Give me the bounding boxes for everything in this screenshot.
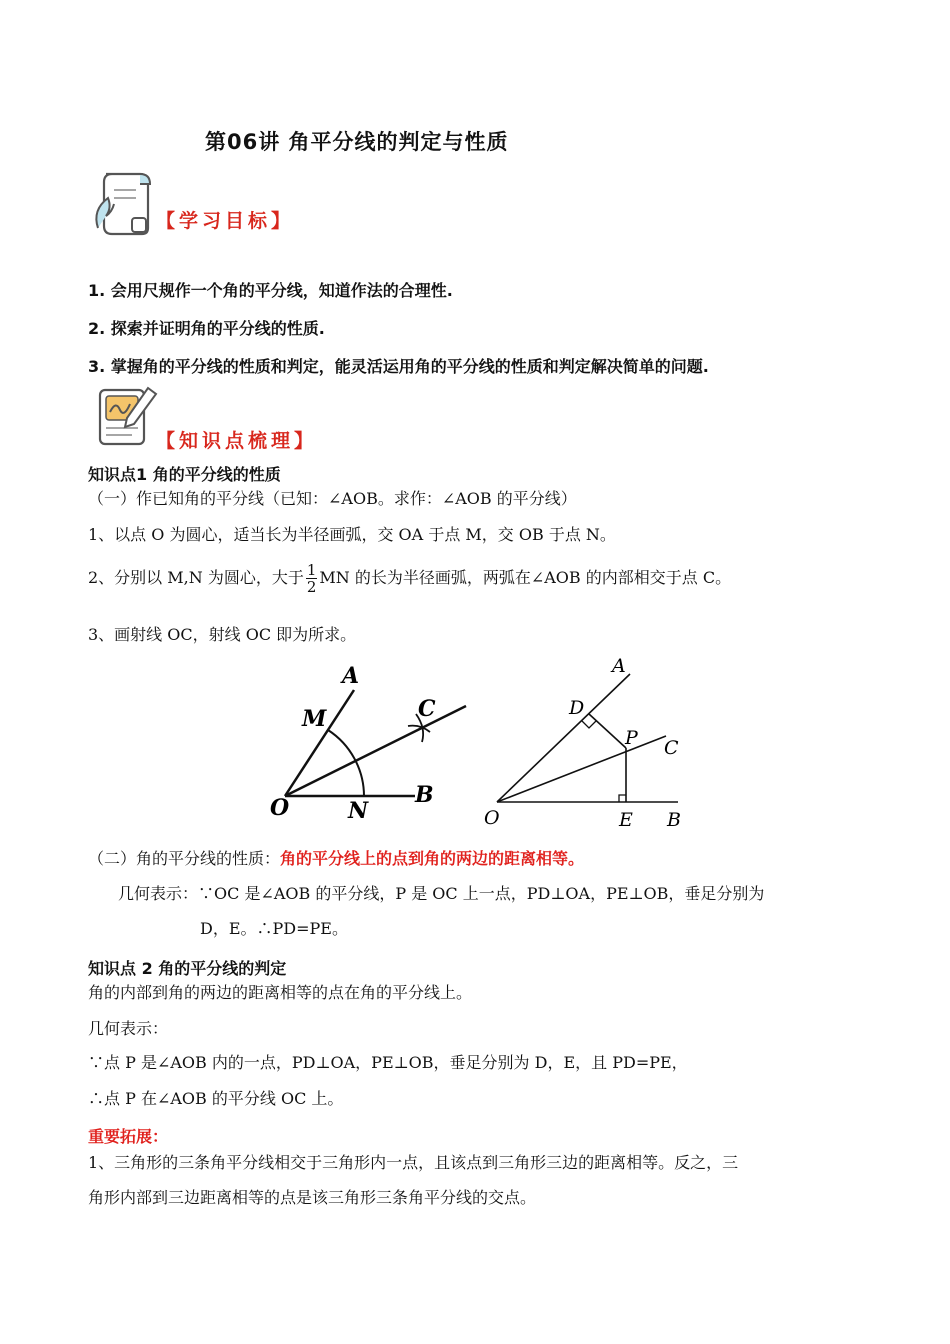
extension-line1: 1、三角形的三条角平分线相交于三角形内一点，且该点到三角形三边的距离相等。反之，三 (88, 1153, 739, 1172)
property-statement: 角的平分线上的点到角的两边的距离相等。 (280, 849, 585, 868)
bisector-construction-figure (260, 656, 480, 836)
label-B: B (415, 782, 434, 808)
objective-1: 1. 会用尺规作一个角的平分线，知道作法的合理性. (88, 281, 453, 300)
page-title: 第06讲 角平分线的判定与性质 (205, 130, 509, 154)
bisector-property-figure (480, 650, 700, 835)
goals-banner: 【学习目标】 (156, 210, 295, 232)
label-D: D (569, 697, 585, 719)
label-O: O (270, 795, 290, 821)
extension-heading: 重要拓展： (88, 1127, 169, 1146)
label-P: P (625, 727, 638, 749)
kp1-geo-line1: 几何表示：∵OC 是∠AOB 的平分线，P 是 OC 上一点，PD⊥OA，PE⊥OB，垂足分别为 (118, 884, 765, 903)
kp1-step3: 3、画射线 OC，射线 OC 即为所求。 (88, 625, 357, 644)
label-O: O (484, 807, 500, 829)
kp1-step2: 2、分别以 M,N 为圆心，大于 $\frac{1}{2}$ MN 的长为半径画弧，两弧在∠AOB 的内部相交于点 C。 (88, 561, 732, 596)
label-E: E (619, 809, 633, 831)
label-N: N (348, 798, 369, 824)
label-B: B (667, 809, 681, 831)
fraction-one-half: $\frac{1}{2}$ (306, 561, 317, 596)
objective-3: 3. 掌握角的平分线的性质和判定，能灵活运用角的平分线的性质和判定解决简单的问题. (88, 357, 709, 376)
objective-2: 2. 探索并证明角的平分线的性质. (88, 319, 325, 338)
kp2-geo-label: 几何表示： (88, 1019, 169, 1038)
label-A: A (342, 663, 360, 689)
notebook-pen-icon (92, 384, 164, 454)
kp1-geo-line2: D，E。∴PD=PE。 (200, 919, 348, 938)
label-A: A (612, 655, 626, 677)
kp1-sub2: （二）角的平分线的性质：角的平分线上的点到角的两边的距离相等。 (88, 849, 585, 868)
kp2-line1: ∵点 P 是∠AOB 内的一点，PD⊥OA，PE⊥OB，垂足分别为 D，E，且 PD=PE， (88, 1053, 688, 1072)
kp2-heading: 知识点 2 角的平分线的判定 (88, 959, 287, 978)
label-C: C (664, 737, 679, 759)
knowledge-banner: 【知识点梳理】 (156, 430, 318, 452)
kp1-sub1: （一）作已知角的平分线（已知：∠AOB。求作：∠AOB 的平分线） (88, 489, 577, 508)
kp2-line2: ∴点 P 在∠AOB 的平分线 OC 上。 (88, 1089, 344, 1108)
label-M: M (302, 706, 327, 732)
kp2-text: 角的内部到角的两边的距离相等的点在角的平分线上。 (88, 983, 473, 1002)
label-C: C (418, 696, 436, 722)
kp1-step1: 1、以点 O 为圆心，适当长为半径画弧，交 OA 于点 M，交 OB 于点 N。 (88, 525, 616, 544)
kp1-heading: 知识点1 角的平分线的性质 (88, 465, 281, 484)
extension-line2: 角形内部到三边距离相等的点是该三角形三条角平分线的交点。 (88, 1188, 537, 1207)
scroll-quill-icon (88, 168, 158, 240)
